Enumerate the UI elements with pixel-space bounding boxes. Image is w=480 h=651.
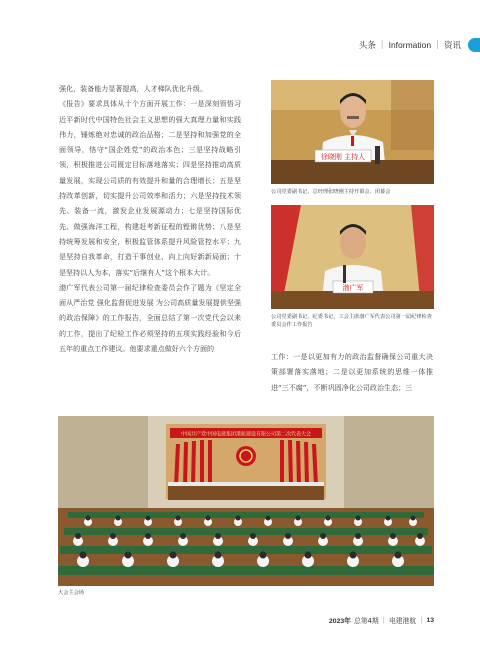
page-header (359, 38, 480, 52)
paragraph: 渤广军代表公司第一届纪律检查委员会作了题为《坚定全面从严治党 强化监督促进发展 为公司高质量发展提供坚强的政治保障》的工作报告，全面总结了第一次党代会以来的工作，提出了纪检工作必须坚持的五项实践经验和今后五年的重点工作建议。他要求重点做好六个方面的 (59, 282, 241, 354)
photo-caption: 公司党委副书记、总经理张晓刚主持开幕会、闭幕会 (271, 189, 391, 195)
paragraph: 《报告》要求具体从十个方面开展工作：一是深刻领悟习近平新时代中国特色社会主义思想的强大真理力量和实践伟力，锤炼绝对忠诚的政治品格；二是坚持和加强党的全面领导，恪守“国企姓党”的政治本色；三是坚持战略引领，积极推进公司既定目标落地落实；四是坚持推动高质量发展，实现公司质的有效提升和量的合理增长；五是坚持改革创新，切实提升公司效率和活力；六是坚持技术领先、装备一流，激发企业发展源动力；七是坚持国际优先、做强海洋工程，构建赶考新征程的铿锵优势；八是坚持统筹发展和安全，积极监管体系提升风险管控水平；九是坚持自我革命，打造干事创业、向上向好新新局面；十是坚持以人为本，落实“后继有人”这个根本大计。 (59, 99, 241, 277)
paragraph: 工作：一是以更加有力的政治监督确保公司重大决策部署落实落地；二是以更加系统的思维一体推进“三不腐”，不断巩固净化公司政治生态；三 (271, 352, 433, 392)
header-english: Information (388, 40, 432, 50)
footer-magazine: 电建港航 (388, 617, 417, 625)
footer-year: 2023年 (329, 618, 351, 625)
nameplate-text: 渤广军 (342, 284, 364, 292)
header-divider: | (380, 40, 384, 50)
page-number: 13 (426, 616, 434, 624)
page-footer (329, 615, 434, 625)
photo-speaker-2 (271, 205, 434, 309)
photo-caption: 公司党委副书记、纪委书记、工会主席渤广军代表公司第一届纪律检查委员会作工作报告 (271, 314, 432, 328)
photo-speaker-1 (271, 80, 434, 184)
section-tab-marker (468, 38, 480, 52)
header-chinese: 资讯 (443, 41, 461, 51)
nameplate-text: 徐晓刚 主持人 (320, 153, 366, 161)
photo-caption: 大会主会场 (58, 590, 84, 596)
venue-banner-text: 中国共产党中国电建集团港航建设有限公司第二次代表大会 (180, 431, 312, 438)
header-divider: | (436, 40, 439, 50)
article-column-left (59, 81, 241, 356)
article-column-right (271, 349, 433, 395)
photo-main-venue (58, 416, 434, 586)
footer-issue: 总第4期 (353, 617, 379, 625)
footer-divider: | (382, 616, 385, 624)
paragraph: 强化，装备能力显著提高，人才梯队优化升级。 (59, 84, 207, 93)
header-section: 头条 (358, 41, 376, 51)
footer-divider: | (420, 616, 423, 624)
